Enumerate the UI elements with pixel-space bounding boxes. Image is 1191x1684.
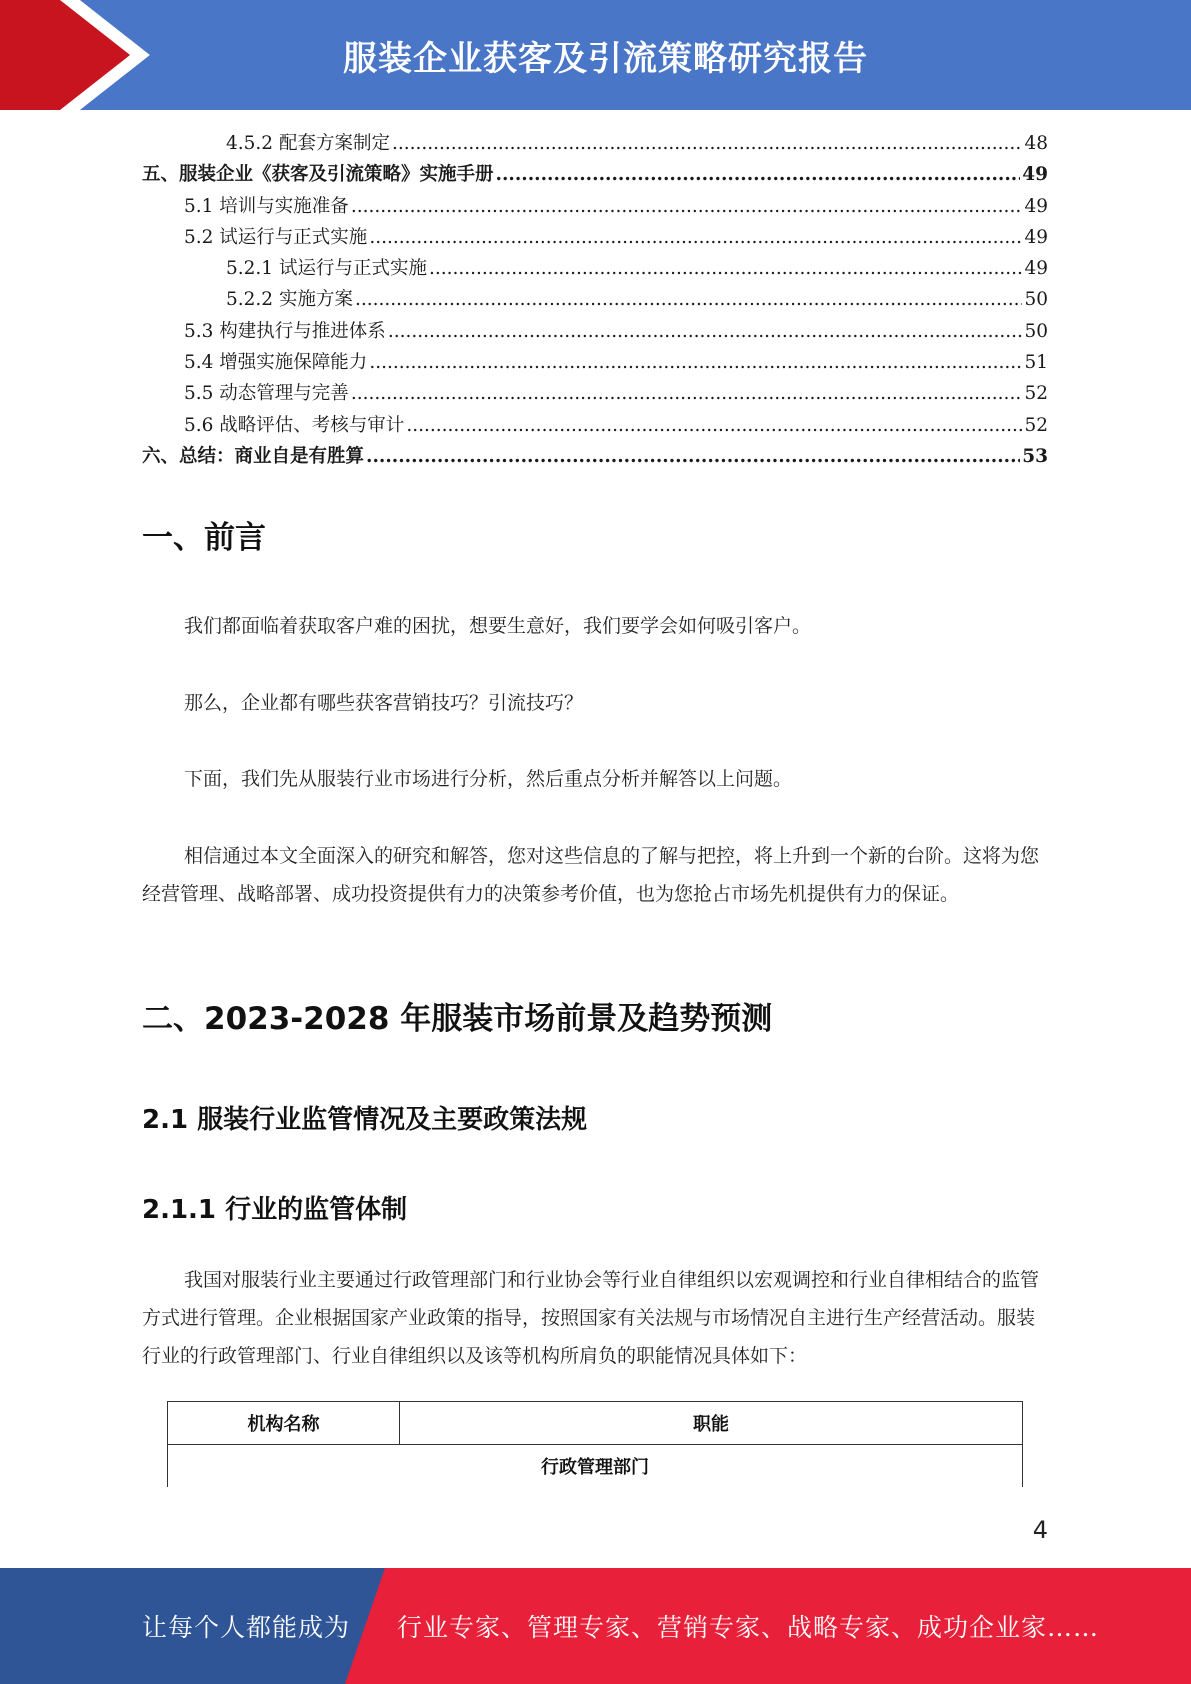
toc-leader-dots xyxy=(355,284,1023,315)
toc-entry-label: 5.3 构建执行与推进体系 xyxy=(184,320,386,342)
body-paragraph: 我国对服装行业主要通过行政管理部门和行业协会等行业自律组织以宏观调控和行业自律相结合的监管方式进行管理。企业根据国家产业政策的指导，按照国家有关法规与市场情况自主进行生产经营活动。服装行业的行政管理部门、行业自律组织以及该等机构所肩负的职能情况具体如下： xyxy=(142,1269,1040,1367)
table-group-cell: 行政管理部门 xyxy=(168,1445,1023,1488)
toc-leader-dots xyxy=(369,222,1022,253)
section-heading-market-forecast: 二、2023-2028 年服装市场前景及趋势预测 xyxy=(142,1001,773,1037)
toc-entry-page: 52 xyxy=(1024,414,1048,436)
page-header xyxy=(0,0,1191,110)
toc-entry-page: 49 xyxy=(1022,164,1048,186)
table-header-cell: 机构名称 xyxy=(168,1402,400,1445)
toc-leader-dots xyxy=(406,410,1022,441)
toc-leader-dots xyxy=(429,253,1022,284)
footer-slogan-left: 让每个人都能成为 xyxy=(142,1613,351,1642)
toc-entry[interactable] xyxy=(142,159,1048,190)
toc-leader-dots xyxy=(496,159,1021,190)
toc-leader-dots xyxy=(392,128,1022,159)
table-header-row xyxy=(168,1402,1023,1445)
toc-entry[interactable] xyxy=(142,347,1048,378)
toc-leader-dots xyxy=(351,191,1023,222)
toc-entry[interactable] xyxy=(142,284,1048,315)
regulatory-bodies-table xyxy=(167,1401,1023,1487)
body-paragraph: 那么，企业都有哪些获客营销技巧？引流技巧？ xyxy=(184,692,584,714)
toc-entry-page: 49 xyxy=(1024,258,1048,280)
toc-entry-label: 5.6 战略评估、考核与审计 xyxy=(184,414,405,436)
toc-entry[interactable] xyxy=(142,128,1048,159)
page-number: 4 xyxy=(1032,1516,1048,1544)
toc-entry[interactable] xyxy=(142,441,1048,472)
toc-leader-dots xyxy=(369,347,1022,378)
toc-entry[interactable] xyxy=(142,253,1048,284)
subsection-heading: 2.1 服装行业监管情况及主要政策法规 xyxy=(142,1105,588,1135)
toc-entry-page: 49 xyxy=(1024,226,1048,248)
toc-entry-label: 5.4 增强实施保障能力 xyxy=(184,352,368,374)
page-footer xyxy=(0,1568,1191,1684)
table-header-cell: 职能 xyxy=(400,1402,1023,1445)
toc-entry-label: 5.2 试运行与正式实施 xyxy=(184,226,368,248)
section-heading-preface: 一、前言 xyxy=(142,520,266,556)
toc-entry[interactable] xyxy=(142,410,1048,441)
toc-entry-label: 5.2.2 实施方案 xyxy=(226,289,353,311)
subsubsection-heading: 2.1.1 行业的监管体制 xyxy=(142,1195,408,1225)
table-row xyxy=(168,1445,1023,1488)
toc-entry-label: 5.1 培训与实施准备 xyxy=(184,195,349,217)
table-of-contents xyxy=(142,128,1048,472)
body-paragraph: 相信通过本文全面深入的研究和解答，您对这些信息的了解与把控，将上升到一个新的台阶。这将为您经营管理、战略部署、成功投资提供有力的决策参考价值，也为您抢占市场先机提供有力的保证。 xyxy=(142,845,1040,905)
body-paragraph: 下面，我们先从服装行业市场进行分析，然后重点分析并解答以上问题。 xyxy=(184,768,793,790)
report-title: 服装企业获客及引流策略研究报告 xyxy=(343,38,868,79)
toc-entry-label: 5.5 动态管理与完善 xyxy=(184,383,349,405)
footer-slogan-right: 行业专家、管理专家、营销专家、战略专家、成功企业家…… xyxy=(397,1613,1100,1642)
toc-leader-dots xyxy=(388,316,1023,347)
toc-entry[interactable] xyxy=(142,222,1048,253)
toc-entry-page: 50 xyxy=(1024,289,1048,311)
toc-entry-page: 48 xyxy=(1024,133,1048,154)
toc-entry-label: 五、服装企业《获客及引流策略》实施手册 xyxy=(142,164,494,186)
toc-entry[interactable] xyxy=(142,191,1048,222)
toc-entry-label: 5.2.1 试运行与正式实施 xyxy=(226,258,427,280)
toc-entry-page: 52 xyxy=(1024,383,1048,405)
toc-leader-dots xyxy=(351,378,1023,409)
toc-entry-page: 51 xyxy=(1024,352,1048,374)
toc-entry[interactable] xyxy=(142,378,1048,409)
toc-entry-label: 4.5.2 配套方案制定 xyxy=(226,133,390,154)
body-paragraph: 我们都面临着获取客户难的困扰，想要生意好，我们要学会如何吸引客户。 xyxy=(184,615,812,637)
toc-leader-dots xyxy=(366,441,1020,472)
toc-entry-page: 49 xyxy=(1024,195,1048,217)
toc-entry-label: 六、总结：商业自是有胜算 xyxy=(142,445,365,467)
toc-entry[interactable] xyxy=(142,316,1048,347)
toc-entry-page: 53 xyxy=(1022,445,1048,467)
toc-entry-page: 50 xyxy=(1024,320,1048,342)
